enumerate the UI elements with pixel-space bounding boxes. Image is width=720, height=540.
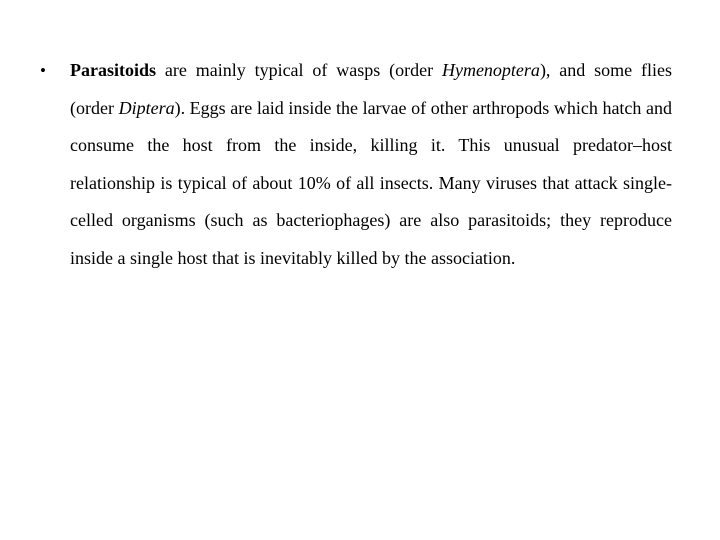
order-name-hymenoptera: Hymenoptera — [441, 60, 540, 80]
paragraph-text-part-3: ). Eggs are laid inside the larvae of other arthropods which hatch and consume the host from the inside, killing it. This unusual predator–host relationship is typical of about 10% of all insects. Many viruses that attack single-celled organisms (such as bacteriophages) are also parasitoids; they reproduce inside a single host that is inevitably killed by the association. — [70, 97, 673, 268]
paragraph-text-part-1: are mainly typical of wasps (order — [156, 60, 442, 80]
bullet-paragraph — [70, 52, 672, 277]
bullet-list-item — [40, 52, 672, 277]
paragraph-text-part-2: ), and some flies (order — [70, 60, 672, 118]
term-parasitoids: Parasitoids — [70, 60, 157, 80]
order-name-diptera: Diptera — [118, 97, 175, 118]
bullet-icon: • — [40, 61, 46, 80]
